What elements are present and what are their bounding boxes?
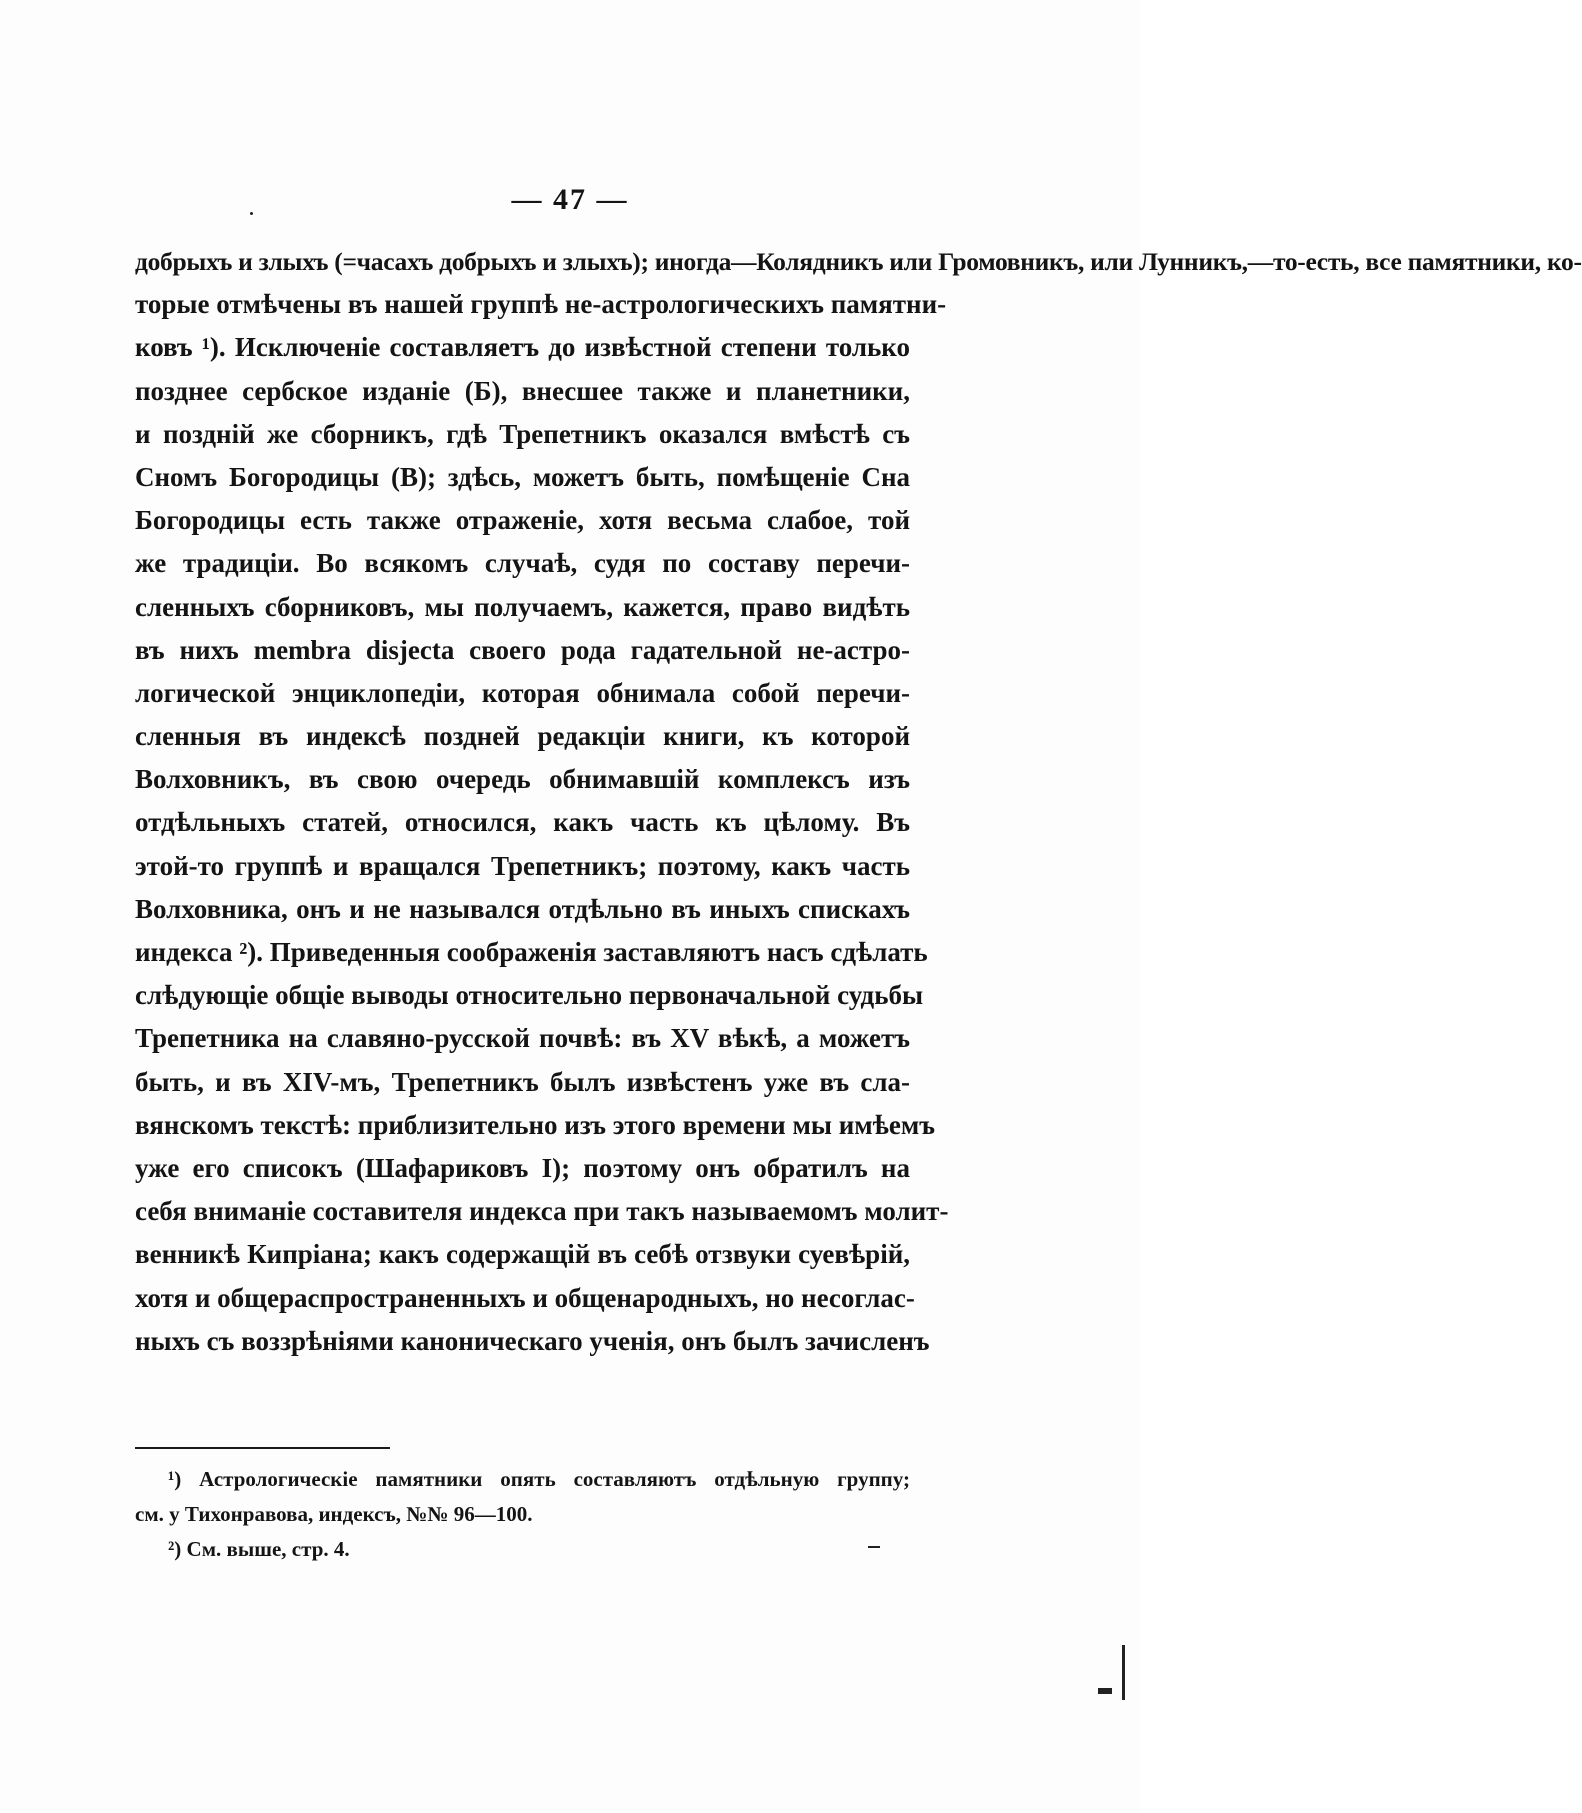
text-line-12: сленныя въ индексѣ поздней редакціи книги, къ которой <box>135 721 910 752</box>
page-number: — 47 — <box>511 183 629 216</box>
text-line-6: Сномъ Богородицы (В); здѣсь, можетъ быть, помѣщеніе Сна <box>135 461 910 492</box>
text-line-9: сленныхъ сборниковъ, мы получаемъ, кажется, право видѣть <box>135 591 910 622</box>
text-line-24: венникѣ Кипріана; какъ содержащій въ себѣ отзвуки суевѣрій, <box>135 1239 910 1270</box>
text-line-10: въ нихъ membra disjecta своего рода гадательной не-астро- <box>135 634 910 665</box>
footnote-separator <box>135 1447 390 1449</box>
text-line-1: добрыхъ и злыхъ (=часахъ добрыхъ и злыхъ); иногда—Колядникъ или Громовникъ, или Лунникъ,—то-есть, все памятники, ко- <box>135 247 1582 276</box>
text-line-7: Богородицы есть также отраженіе, хотя весьма слабое, той <box>135 505 910 536</box>
scan-edge-mark <box>1098 1688 1112 1694</box>
scan-speck <box>250 212 253 215</box>
footnotes <box>135 1462 910 1567</box>
text-line-14: отдѣльныхъ статей, относился, какъ часть къ цѣлому. Въ <box>135 807 910 838</box>
text-line-16: Волховника, онъ и не назывался отдѣльно въ иныхъ спискахъ <box>135 893 910 924</box>
footnote-1-line-1: ¹) Астрологическіе памятники опять составляютъ отдѣльную группу; <box>168 1467 910 1491</box>
main-text-block <box>135 240 1582 1363</box>
footnote-2: ²) См. выше, стр. 4. <box>168 1537 350 1561</box>
scan-edge-mark <box>1122 1645 1125 1700</box>
text-line-26: ныхъ съ воззрѣніями каноническаго ученія, онъ былъ зачисленъ <box>135 1325 930 1356</box>
text-line-19: Трепетника на славяно-русской почвѣ: въ XV вѣкѣ, а можетъ <box>135 1023 910 1054</box>
text-line-4: позднее сербское изданіе (Б), внесшее также и планетники, <box>135 375 910 406</box>
text-line-5: и поздній же сборникъ, гдѣ Трепетникъ оказался вмѣстѣ съ <box>135 418 910 449</box>
text-line-11: логической энциклопедіи, которая обнимала собой перечи- <box>135 677 910 708</box>
scan-speck <box>868 1546 880 1548</box>
text-line-21: вянскомъ текстѣ: приблизительно изъ этого времени мы имѣемъ <box>135 1109 935 1140</box>
text-line-3: ковъ ¹). Исключеніе составляетъ до извѣстной степени только <box>135 332 910 363</box>
footnote-1-line-2: см. у Тихонравова, индексъ, №№ 96—100. <box>135 1502 533 1526</box>
text-line-25: хотя и общераспространенныхъ и общенародныхъ, но несоглас- <box>135 1282 915 1313</box>
text-line-13: Волховникъ, въ свою очередь обнимавшій комплексъ изъ <box>135 764 910 795</box>
text-line-18: слѣдующіе общіе выводы относительно первоначальной судьбы <box>135 980 924 1011</box>
text-line-8: же традиціи. Во всякомъ случаѣ, судя по составу перечи- <box>135 548 910 579</box>
text-line-22: уже его списокъ (Шафариковъ I); поэтому онъ обратилъ на <box>135 1152 910 1183</box>
text-line-23: себя вниманіе составителя индекса при такъ называемомъ молит- <box>135 1196 949 1227</box>
text-line-17: индекса ²). Приведенныя соображенія заставляютъ насъ сдѣлать <box>135 937 928 967</box>
text-line-15: этой-то группѣ и вращался Трепетникъ; поэтому, какъ часть <box>135 850 910 881</box>
text-line-2: торые отмѣчены въ нашей группѣ не-астрологическихъ памятни- <box>135 289 947 320</box>
text-line-20: быть, и въ XIV-мъ, Трепетникъ былъ извѣстенъ уже въ сла- <box>135 1066 910 1097</box>
